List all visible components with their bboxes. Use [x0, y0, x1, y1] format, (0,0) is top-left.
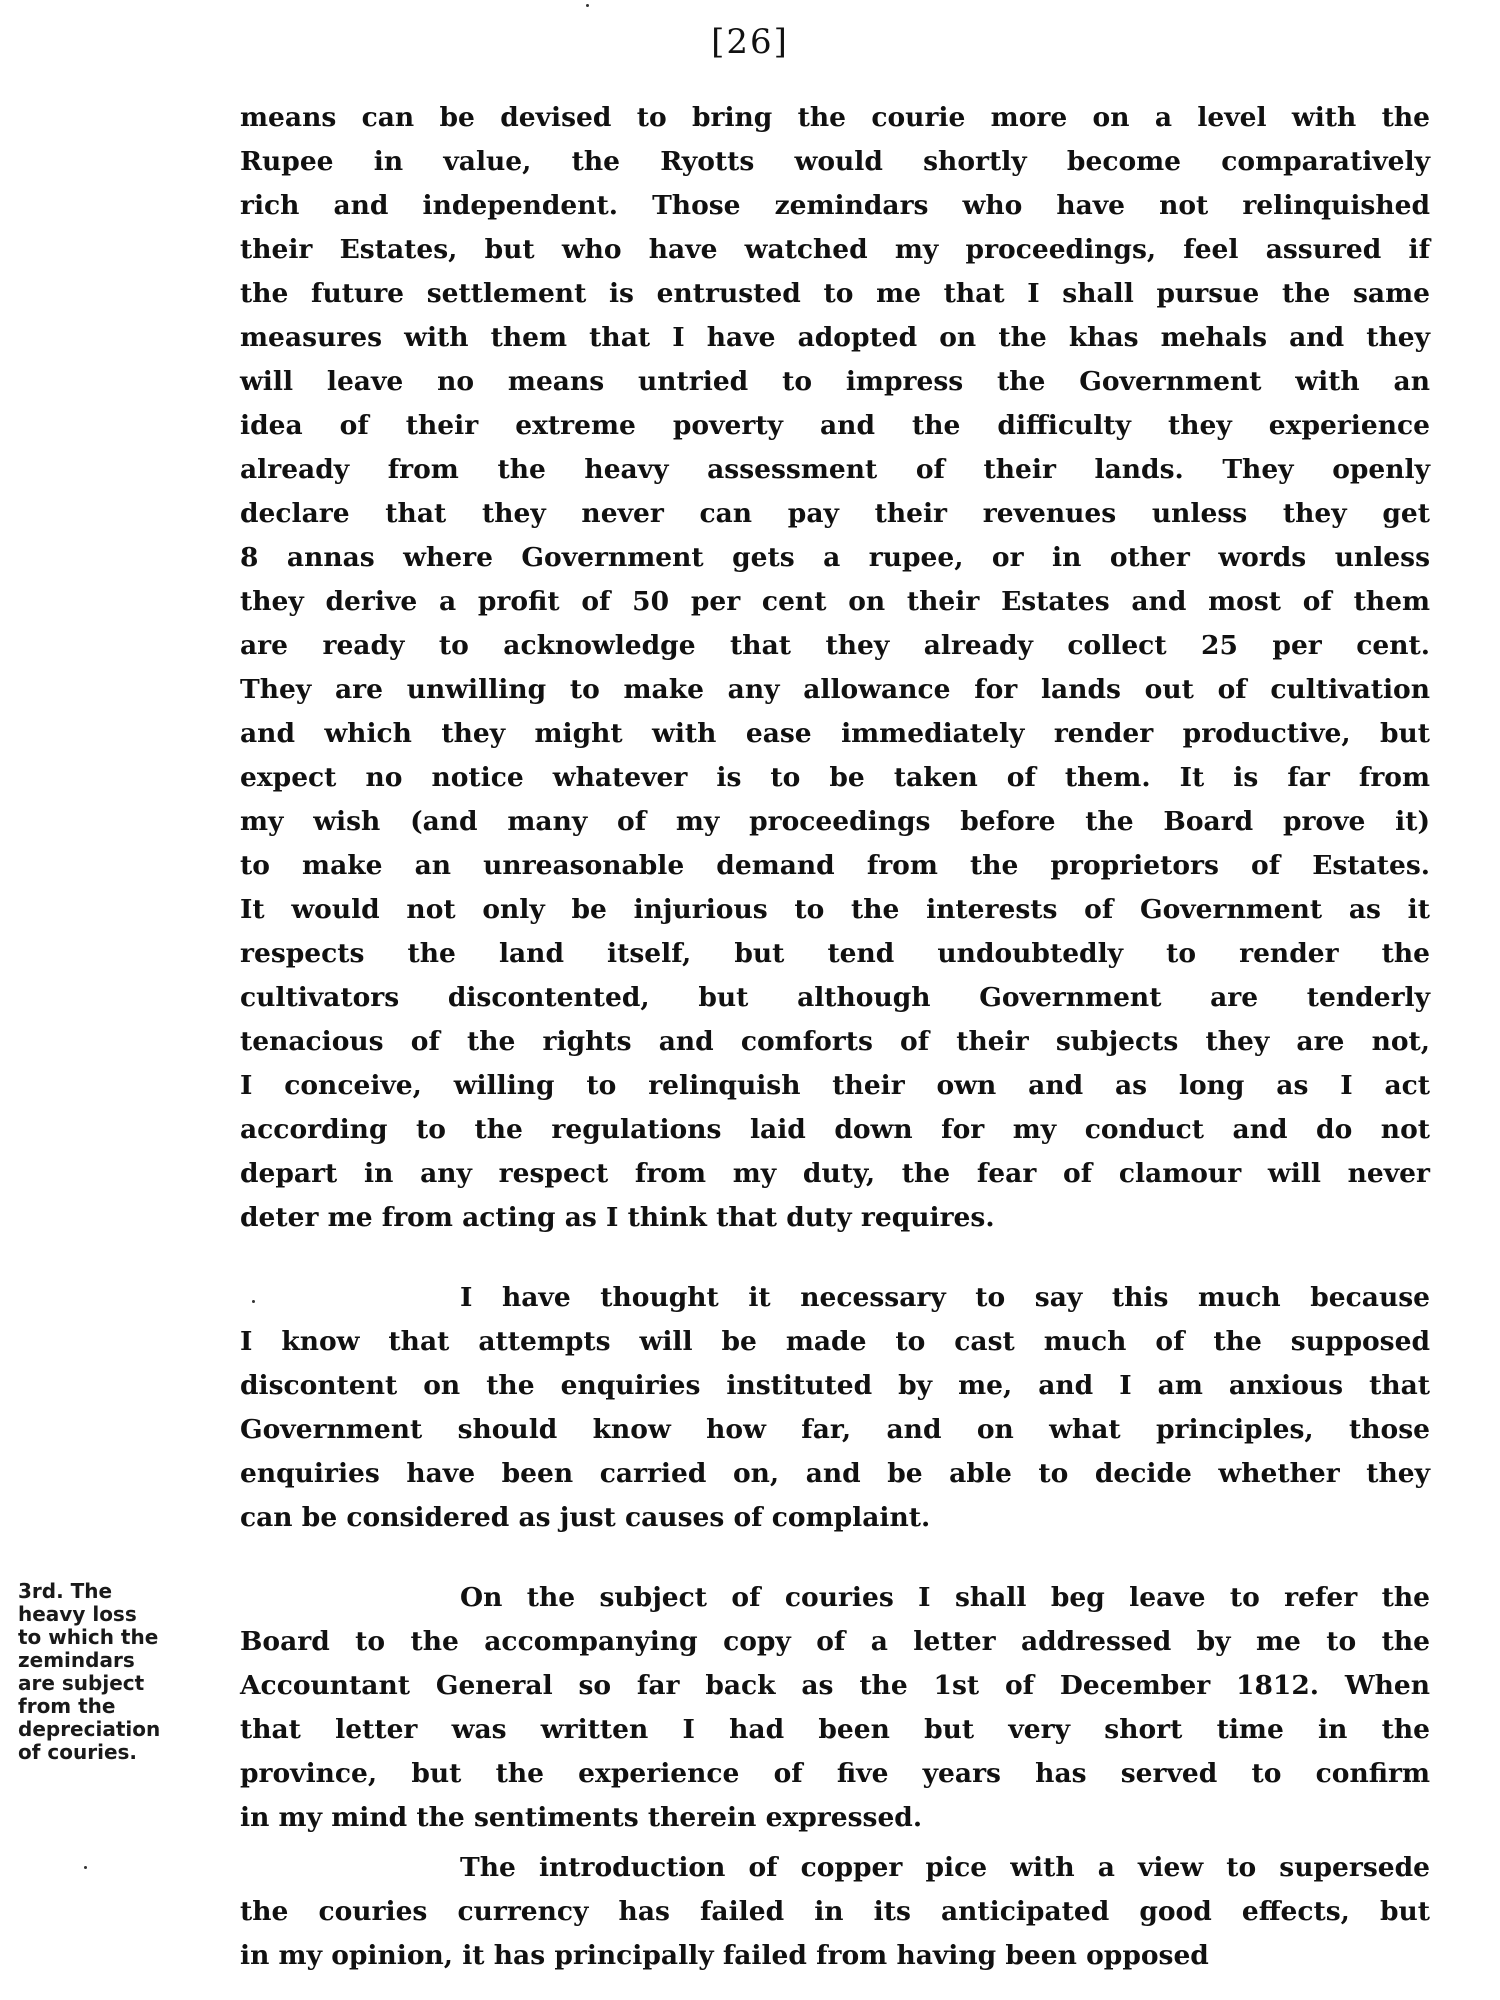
- text-line: enquiries have been carried on, and be able to decide whether they: [240, 1458, 1430, 1489]
- text-line: they derive a profit of 50 per cent on their Estates and most of them: [240, 586, 1430, 617]
- margin-note-line: to which the: [18, 1625, 159, 1649]
- text-line: I know that attempts will be made to cast much of the supposed: [240, 1326, 1430, 1357]
- margin-note-line: 3rd. The: [18, 1579, 113, 1603]
- text-line: to make an unreasonable demand from the proprietors of Estates.: [240, 850, 1430, 881]
- paragraph-1: [240, 96, 1430, 1240]
- text-line: rich and independent. Those zemindars who have not relinquished: [240, 190, 1430, 221]
- text-line: expect no notice whatever is to be taken of them. It is far from: [240, 762, 1430, 793]
- text-line: already from the heavy assessment of their lands. They openly: [240, 454, 1430, 485]
- text-line: declare that they never can pay their revenues unless they get: [240, 498, 1430, 529]
- text-line: the future settlement is entrusted to me that I shall pursue the same: [240, 278, 1430, 309]
- text-line: measures with them that I have adopted on the khas mehals and they: [240, 322, 1430, 353]
- text-line: Accountant General so far back as the 1st of December 1812. When: [240, 1670, 1430, 1701]
- margin-note-line: zemindars: [18, 1648, 135, 1672]
- text-line: On the subject of couries I shall beg leave to refer the: [460, 1582, 1430, 1613]
- speck: [84, 1866, 87, 1869]
- paragraph-3: [240, 1576, 1430, 1840]
- margin-note-line: from the: [18, 1694, 116, 1718]
- text-line: idea of their extreme poverty and the difficulty they experience: [240, 410, 1430, 441]
- text-line: means can be devised to bring the courie more on a level with the: [240, 102, 1430, 133]
- speck: [586, 4, 589, 7]
- text-line: in my opinion, it has principally failed from having been opposed: [240, 1940, 1209, 1971]
- margin-note-line: of couries.: [18, 1740, 138, 1764]
- text-line: respects the land itself, but tend undoubtedly to render the: [240, 938, 1430, 969]
- text-line: 8 annas where Government gets a rupee, or in other words unless: [240, 542, 1430, 573]
- margin-note-line: heavy loss: [18, 1602, 137, 1626]
- text-line: The introduction of copper pice with a view to supersede: [460, 1852, 1430, 1883]
- text-line: Board to the accompanying copy of a letter addressed by me to the: [240, 1626, 1430, 1657]
- text-line: cultivators discontented, but although Government are tenderly: [240, 982, 1430, 1013]
- text-line: my wish (and many of my proceedings before the Board prove it): [240, 806, 1430, 837]
- text-line: tenacious of the rights and comforts of their subjects they are not,: [240, 1026, 1430, 1057]
- text-line: that letter was written I had been but very short time in the: [240, 1714, 1430, 1745]
- text-line: They are unwilling to make any allowance for lands out of cultivation: [240, 674, 1430, 705]
- text-line: discontent on the enquiries instituted by me, and I am anxious that: [240, 1370, 1430, 1401]
- text-line: according to the regulations laid down for my conduct and do not: [240, 1114, 1430, 1145]
- margin-note: [18, 1580, 218, 1764]
- text-line: I have thought it necessary to say this much because: [460, 1282, 1430, 1313]
- text-line: I conceive, willing to relinquish their own and as long as I act: [240, 1070, 1430, 1101]
- paragraph-2: [240, 1276, 1430, 1540]
- speck: [252, 1300, 255, 1303]
- paragraph-4: [240, 1846, 1430, 1978]
- text-line: in my mind the sentiments therein expressed.: [240, 1802, 923, 1833]
- text-line: the couries currency has failed in its anticipated good effects, but: [240, 1896, 1430, 1927]
- text-line: depart in any respect from my duty, the fear of clamour will never: [240, 1158, 1430, 1189]
- text-line: and which they might with ease immediately render productive, but: [240, 718, 1430, 749]
- text-line: will leave no means untried to impress the Government with an: [240, 366, 1430, 397]
- text-line: Government should know how far, and on what principles, those: [240, 1414, 1430, 1445]
- text-line: province, but the experience of five years has served to confirm: [240, 1758, 1430, 1789]
- text-line: their Estates, but who have watched my proceedings, feel assured if: [240, 234, 1430, 265]
- text-line: It would not only be injurious to the interests of Government as it: [240, 894, 1430, 925]
- page-number: [26]: [711, 22, 789, 62]
- margin-note-line: depreciation: [18, 1717, 161, 1741]
- text-line: can be considered as just causes of complaint.: [240, 1502, 931, 1533]
- margin-note-line: are subject: [18, 1671, 145, 1695]
- text-line: deter me from acting as I think that duty requires.: [240, 1202, 995, 1233]
- text-line: Rupee in value, the Ryotts would shortly become comparatively: [240, 146, 1430, 177]
- text-line: are ready to acknowledge that they already collect 25 per cent.: [240, 630, 1430, 661]
